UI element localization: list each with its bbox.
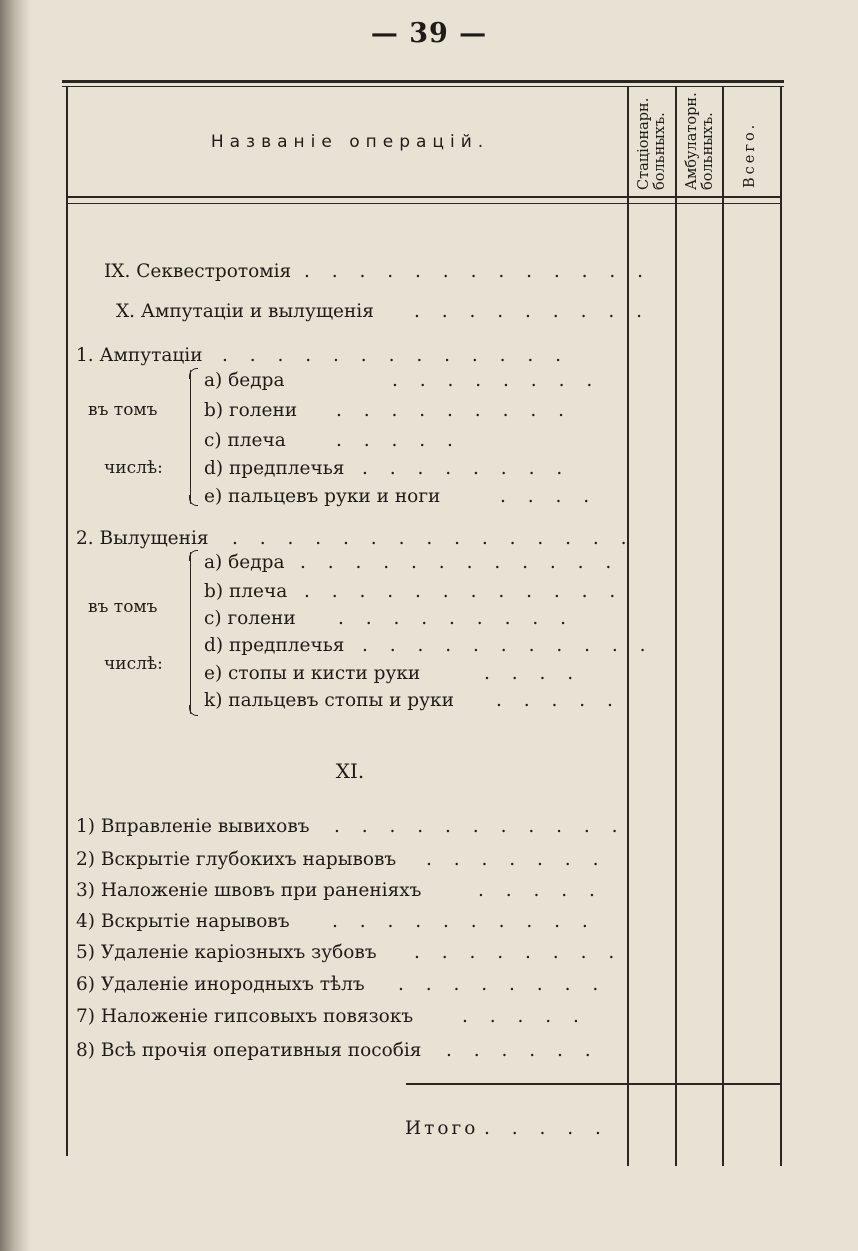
row-vyl-fingers: k) пальцевъ стопы и руки xyxy=(204,690,454,711)
row-vyl-shin: c) голени xyxy=(204,608,296,629)
leader-dots: . . . . . . . . . . . . xyxy=(300,552,620,573)
header-title: Названіе операцій. xyxy=(210,132,490,152)
row-total: Итого xyxy=(405,1118,479,1139)
leader-dots: . . . . . . . . xyxy=(398,974,607,995)
row-sequestrotomy: IX. Секвестротомія xyxy=(104,261,292,282)
row-amputations: 1. Ампутаціи xyxy=(76,345,203,366)
row-vyl-shoulder: b) плеча xyxy=(204,581,288,602)
row-amp-fingers: e) пальцевъ руки и ноги xyxy=(204,486,441,507)
leader-dots: . . . . . . . . . . . . . xyxy=(222,345,570,366)
row-amputations-exarticulations: X. Ампутаціи и вылущенія xyxy=(116,301,374,322)
header-bottom-rule-2 xyxy=(68,203,780,204)
section-xi-heading: XI. xyxy=(335,759,365,783)
row-amp-forearm: d) предплечья xyxy=(204,458,345,479)
leader-dots: . . . . . . xyxy=(446,1040,599,1061)
row-xi-3: 3) Наложеніе швовъ при раненіяхъ xyxy=(76,880,422,901)
leader-dots: . . . . . . . . . . xyxy=(332,911,596,932)
leader-dots: . . . . . . . . . . . . xyxy=(304,581,624,602)
row-xi-7: 7) Наложеніе гипсовыхъ повязокъ xyxy=(76,1006,414,1027)
leader-dots: . . . . . xyxy=(336,430,461,451)
col1-divider xyxy=(627,86,629,1166)
row-vyl-foot-hand: e) стопы и кисти руки xyxy=(204,663,421,684)
header-col-ambulatory xyxy=(684,92,716,190)
row-xi-1: 1) Вправленіе вывиховъ xyxy=(76,816,310,837)
leader-dots: . . . . . xyxy=(484,1118,609,1139)
page-number: — 39 — xyxy=(370,18,488,49)
table-left-border xyxy=(66,86,68,1156)
row-exarticulations: 2. Вылущенія xyxy=(76,528,209,549)
table-right-border xyxy=(780,86,782,1166)
leader-dots: . . . . . . . . . xyxy=(336,400,572,421)
header-col-ambulatory-line1: Амбулаторн. xyxy=(684,92,700,190)
row-amp-shin: b) голени xyxy=(204,400,298,421)
row-vyl-forearm: d) предплечья xyxy=(204,635,345,656)
header-col-total-label: Всего. xyxy=(742,121,758,188)
leader-dots: . . . . . . . . . xyxy=(414,301,650,322)
header-col-total xyxy=(742,122,758,188)
leader-dots: . . . . . . . . . . . . . xyxy=(304,261,652,282)
header-col-stationary xyxy=(636,98,668,190)
leader-dots: . . . . . . . . xyxy=(392,370,601,391)
bracket xyxy=(190,552,201,714)
label-number: числѣ: xyxy=(104,654,163,674)
leader-dots: . . . . . xyxy=(462,1006,587,1027)
row-xi-6: 6) Удаленіе инородныхъ тѣлъ xyxy=(76,974,365,995)
row-xi-4: 4) Вскрытіе нарывовъ xyxy=(76,911,290,932)
leader-dots: . . . . . . . . . . . . . . . xyxy=(232,528,635,549)
leader-dots: . . . . . . . . . . . xyxy=(362,635,654,656)
leader-dots: . . . . xyxy=(484,663,582,684)
total-rule xyxy=(406,1083,782,1085)
leader-dots: . . . . . xyxy=(496,690,621,711)
row-xi-2: 2) Вскрытіе глубокихъ нарывовъ xyxy=(76,849,397,870)
header-col-stationary-line2: больныхъ. xyxy=(652,112,668,190)
header-col-ambulatory-line2: больныхъ. xyxy=(700,112,716,190)
label-in-that: въ томъ xyxy=(88,597,158,617)
col2-divider xyxy=(675,86,677,1166)
row-xi-5: 5) Удаленіе каріозныхъ зубовъ xyxy=(76,942,377,963)
leader-dots: . . . . . . . . . xyxy=(338,608,574,629)
leader-dots: . . . . . xyxy=(478,880,603,901)
row-amp-shoulder: c) плеча xyxy=(204,430,286,451)
page-edge-shadow xyxy=(0,0,30,1251)
table-top-rule xyxy=(62,80,784,83)
leader-dots: . . . . . . . . xyxy=(414,942,623,963)
col3-divider xyxy=(722,86,724,1166)
leader-dots: . . . . xyxy=(500,486,598,507)
label-in-that: въ томъ xyxy=(88,400,158,420)
leader-dots: . . . . . . . . xyxy=(362,458,571,479)
row-vyl-thigh: a) бедра xyxy=(204,552,285,573)
row-xi-8: 8) Всѣ прочія оперативныя пособія xyxy=(76,1040,422,1061)
bracket xyxy=(190,370,201,504)
leader-dots: . . . . . . . . . . . xyxy=(334,816,626,837)
label-number: числѣ: xyxy=(104,458,163,478)
leader-dots: . . . . . . . xyxy=(426,849,607,870)
row-amp-thigh: a) бедра xyxy=(204,370,285,391)
header-bottom-rule xyxy=(68,196,780,198)
header-col-stationary-line1: Стаціонарн. xyxy=(636,97,652,190)
